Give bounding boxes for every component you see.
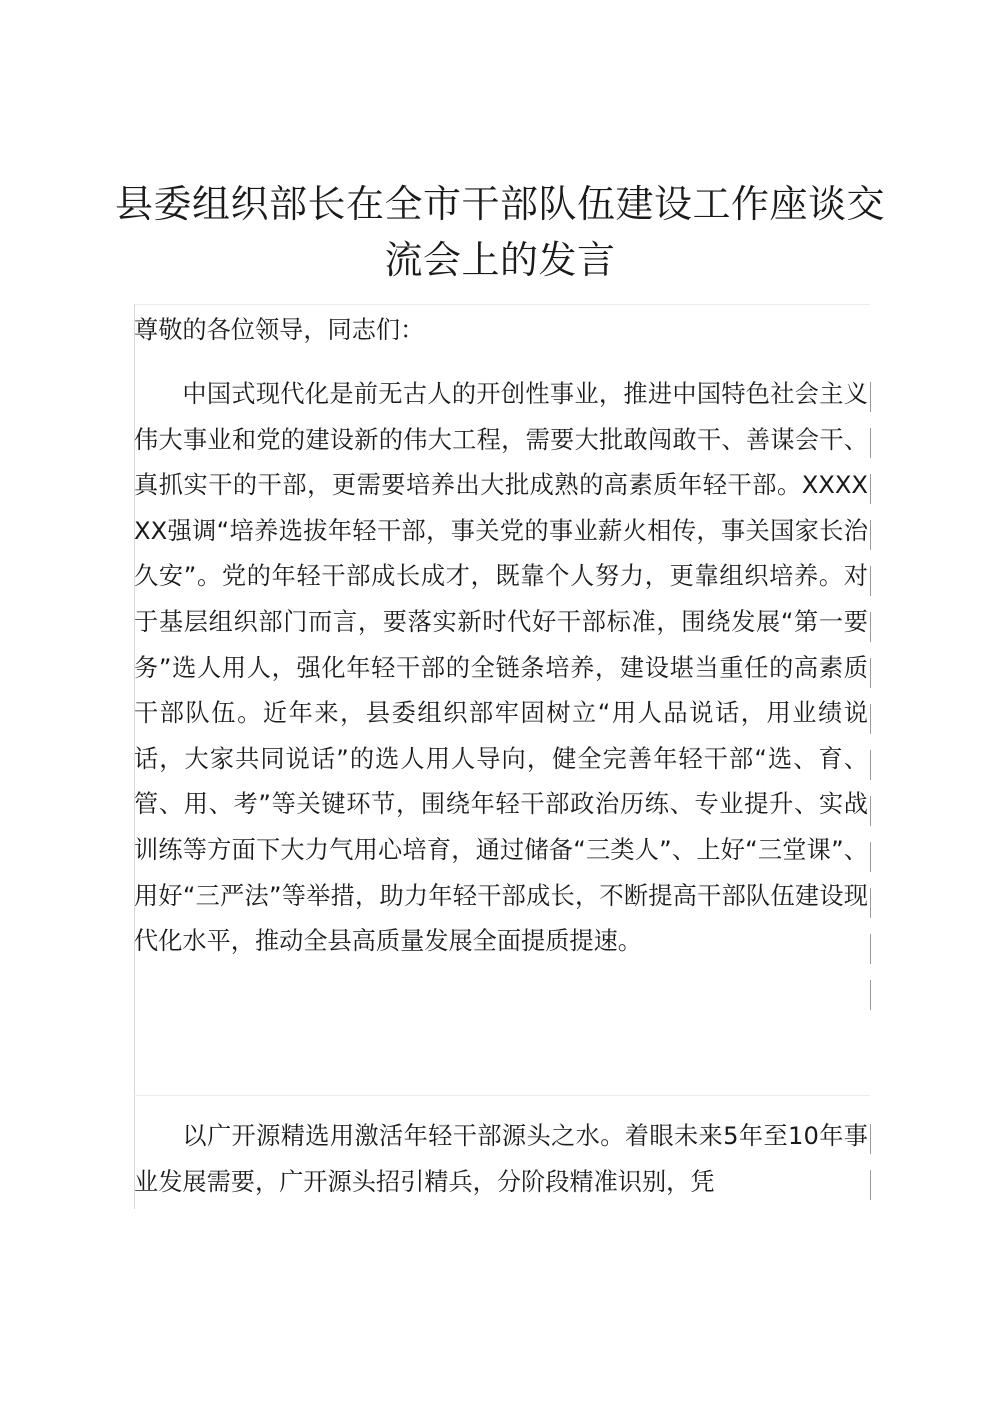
frame-top-border [134, 304, 870, 305]
title-line-1: 县委组织部长在全市干部队伍建设工作座谈交 [114, 182, 885, 226]
frame-right-tick [870, 888, 871, 918]
paragraph-1: 中国式现代化是前无古人的开创性事业，推进中国特色社会主义伟大事业和党的建设新的伟大工程，需要大批敢闯敢干、善谋会干、真抓实干的干部，更需要培养出大批成熟的高素质年轻干部。XXXXXX强调“培养选拔年轻干部，事关党的事业薪火相传，事关国家长治久安”。党的年轻干部成长成才，既靠个人努力，更靠组织培养。对于基层组织部门而言，要落实新时代好干部标准，围绕发展“第一要务”选人用人，强化年轻干部的全链条培养，建设堪当重任的高素质干部队伍。近年来，县委组织部牢固树立“用人品说话，用业绩说话，大家共同说话”的选人用人导向，健全完善年轻干部“选、育、管、用、考”等关键环节，围绕年轻干部政治历练、专业提升、实战训练等方面下大力气用心培育，通过储备“三类人”、上好“三堂课”、用好“三严法”等举措，助力年轻干部成长，不断提高干部队伍建设现代化水平，推动全县高质量发展全面提质提速。 [134, 380, 868, 956]
frame-right-tick [870, 980, 871, 1010]
frame-right-tick [870, 382, 871, 412]
frame-right-tick [870, 704, 871, 734]
frame-right-tick [870, 658, 871, 688]
frame-right-tick [870, 566, 871, 596]
document-title [100, 176, 900, 288]
salutation: 尊敬的各位领导，同志们： [134, 316, 425, 344]
paragraph-separator [134, 1095, 870, 1096]
title-line-2: 流会上的发言 [384, 238, 616, 282]
frame-right-tick [870, 428, 871, 458]
frame-right-tick [870, 474, 871, 504]
frame-right-tick [870, 842, 871, 872]
frame-right-tick [870, 1170, 871, 1200]
frame-right-tick [870, 796, 871, 826]
frame-right-tick [870, 934, 871, 964]
frame-right-tick [870, 1124, 871, 1154]
paragraph-2: 以广开源精选用激活年轻干部源头之水。着眼未来5年至10年事业发展需要，广开源头招引精兵，分阶段精准识别，凭 [134, 1122, 868, 1196]
frame-right-tick [870, 750, 871, 780]
frame-right-tick [870, 612, 871, 642]
frame-right-tick [870, 520, 871, 550]
